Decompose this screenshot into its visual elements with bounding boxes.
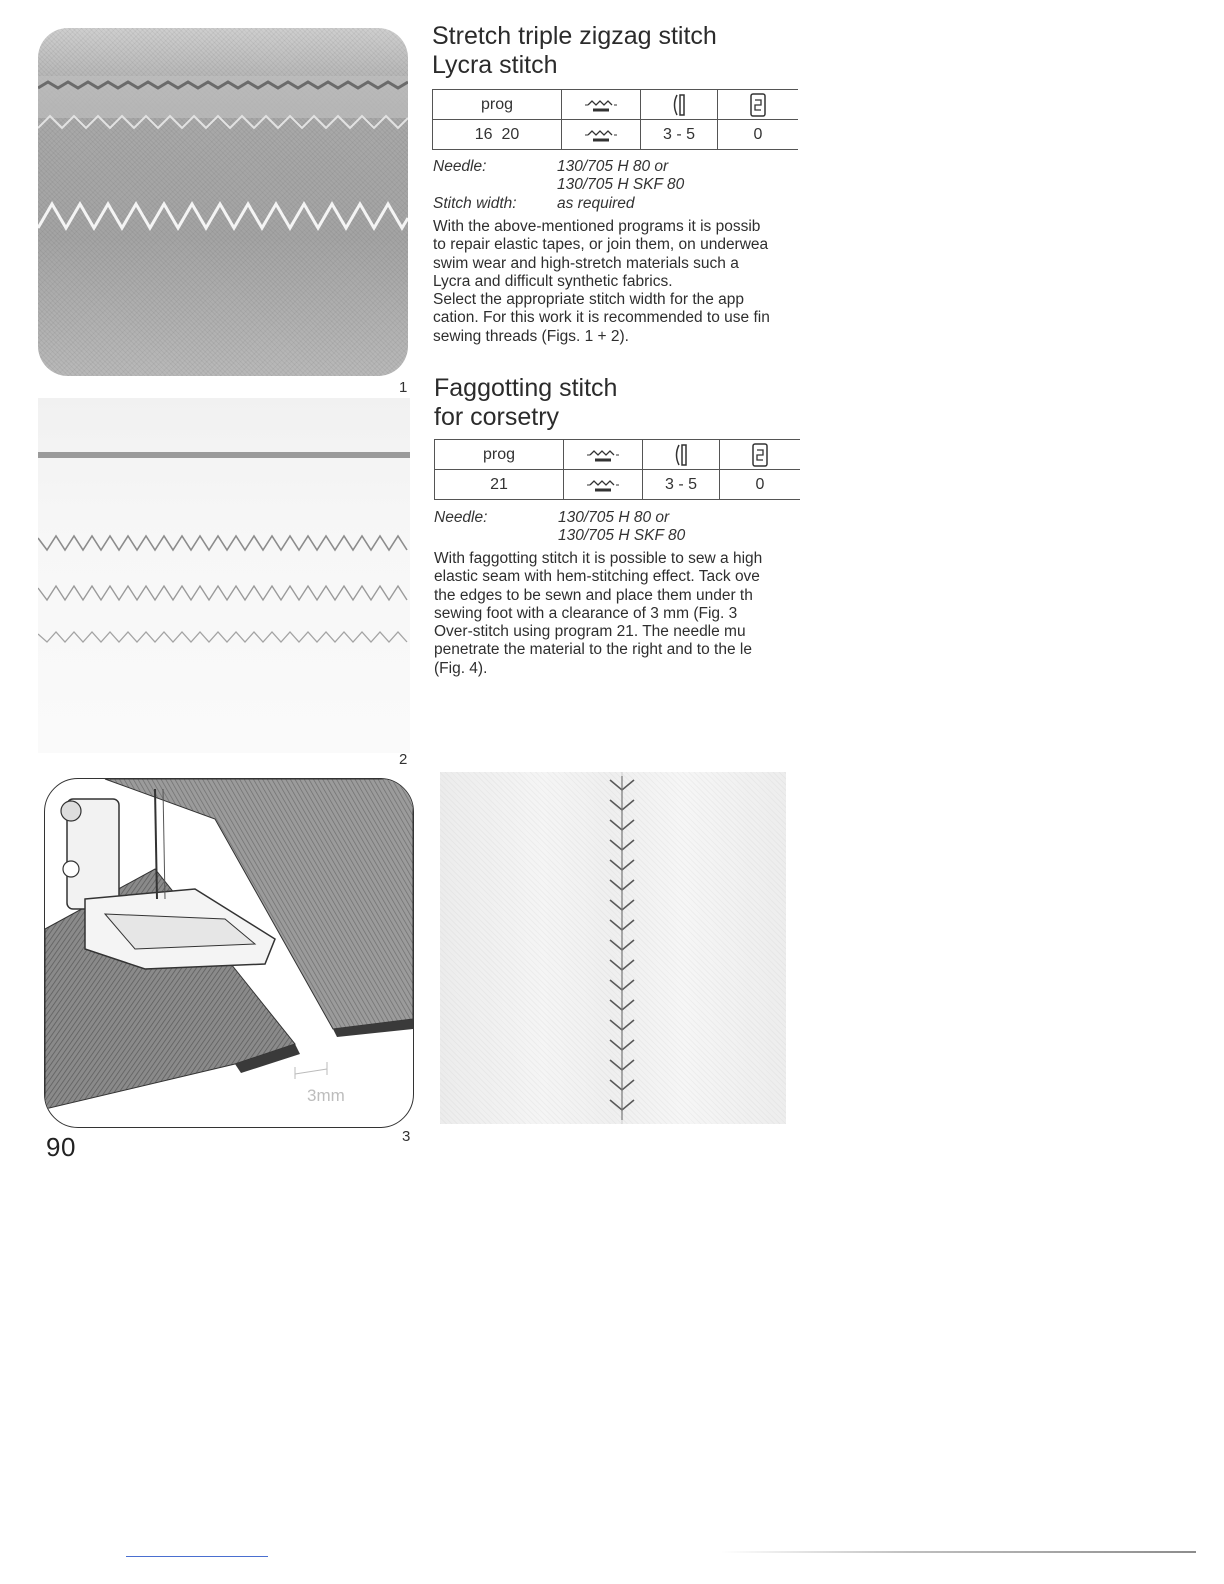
figure-1-number: 1: [399, 379, 408, 396]
section-1-body: [433, 218, 785, 346]
figure-2-photo: [38, 398, 410, 753]
body-line: to repair elastic tapes, or join them, on underwea: [433, 236, 769, 254]
section-1-title-line-1: Stretch triple zigzag stitch: [432, 22, 717, 50]
stitch-width-icon: [643, 440, 720, 470]
section-faggotting-stitch: [434, 374, 617, 432]
section-2-specs: [434, 509, 774, 547]
stitch-type-icon: [562, 120, 641, 150]
stitch-length-value: 0: [720, 470, 801, 500]
sewing-foot-drawing: [45, 779, 413, 1127]
figure-3-number: 3: [402, 1128, 411, 1145]
stitch-length-icon: [720, 440, 801, 470]
section-2-body: [434, 550, 786, 678]
body-line: penetrate the material to the right and to the le: [434, 641, 752, 659]
settings-header-row: [435, 440, 801, 470]
prog-value: 16 20: [433, 120, 562, 150]
section-2-title-line-2: for corsetry: [434, 403, 560, 431]
stitch-length-value: 0: [718, 120, 799, 150]
body-line: Select the appropriate stitch width for the app: [433, 291, 745, 309]
settings-value-row: [433, 120, 799, 150]
zigzag-row-1: [38, 536, 407, 550]
stitch-type-icon: [564, 470, 643, 500]
section-1-specs: [433, 158, 773, 214]
measurement-label: 3mm: [307, 1086, 345, 1105]
needle-value-1: 130/705 H 80 or: [558, 509, 670, 526]
stitch-length-icon: [718, 90, 799, 120]
figure-1-photo: [38, 28, 408, 376]
figure-1-stitches: [38, 28, 408, 376]
stitch-type-icon: [564, 440, 643, 470]
scan-edge-line: [720, 1551, 1196, 1553]
body-line: elastic seam with hem-stitching effect. Tack ove: [434, 568, 760, 586]
figure-3-illustration: [44, 778, 414, 1128]
body-line: With the above-mentioned programs it is possib: [433, 218, 761, 235]
body-line: (Fig. 4).: [434, 659, 488, 677]
zigzag-row-3: [38, 632, 407, 642]
figure-2-number: 2: [399, 751, 408, 768]
link-underline: [126, 1556, 268, 1557]
needle-label: Needle:: [433, 158, 487, 175]
body-line: With faggotting stitch it is possible to sew a high: [434, 550, 763, 567]
stitch-width-value: 3 - 5: [641, 120, 718, 150]
needle-value-2: 130/705 H SKF 80: [558, 527, 686, 544]
prog-value: 21: [435, 470, 564, 500]
body-line: Lycra and difficult synthetic fabrics.: [433, 272, 673, 290]
stitch-width-label: Stitch width:: [433, 195, 517, 212]
stitch-width-spec: as required: [557, 195, 635, 212]
stitch-type-icon: [562, 90, 641, 120]
prog-header: prog: [433, 90, 562, 120]
triple-zigzag-lower: [38, 204, 408, 228]
body-line: sewing threads (Figs. 1 + 2).: [433, 327, 629, 345]
needle-label: Needle:: [434, 509, 488, 526]
figure-2-stitches: [38, 398, 410, 753]
section-2-title-line-1: Faggotting stitch: [434, 374, 618, 402]
zigzag-row-2: [38, 586, 407, 600]
section-stretch-triple-zigzag: [432, 22, 717, 80]
needle-value-2: 130/705 H SKF 80: [557, 176, 685, 193]
stitch-width-value: 3 - 5: [643, 470, 720, 500]
prog-header: prog: [435, 440, 564, 470]
settings-value-row: [435, 470, 801, 500]
body-line: the edges to be sewn and place them under th: [434, 586, 753, 604]
body-line: Over-stitch using program 21. The needle mu: [434, 623, 746, 641]
faggotting-seam: [440, 772, 786, 1124]
body-line: swim wear and high-stretch materials such a: [433, 254, 739, 272]
body-line: cation. For this work it is recommended to use fin: [433, 309, 770, 327]
section-2-settings-table: [434, 439, 800, 500]
figure-4-photo: [440, 772, 786, 1124]
faggotting-stitches: [610, 776, 634, 1120]
needle-value-1: 130/705 H 80 or: [557, 158, 669, 175]
stitch-width-icon: [641, 90, 718, 120]
section-1-settings-table: [432, 89, 798, 150]
body-line: sewing foot with a clearance of 3 mm (Fig. 3: [434, 604, 738, 622]
section-1-title-line-2: Lycra stitch: [432, 51, 558, 79]
page-number: 90: [46, 1132, 76, 1162]
settings-header-row: [433, 90, 799, 120]
